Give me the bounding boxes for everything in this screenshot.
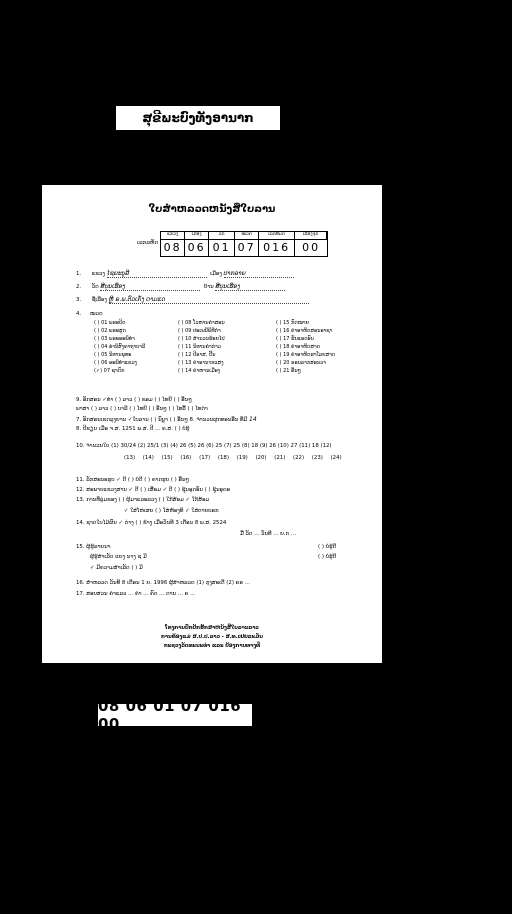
category-option: ( ) 09 ປະເພນີພິທີກໍາ xyxy=(178,328,221,334)
code-value: 016 xyxy=(259,240,295,256)
category-option: ( ) 03 ພຣະອະພິທຳ xyxy=(94,336,135,342)
code-header: ເລືອງຈຸດ xyxy=(295,232,327,240)
footer-line-3: ກະຊວງວັດທະນະທໍາ ແລະ ປ້ອງການທາງທີ່ xyxy=(163,643,261,649)
form-title: ໃບສໍາຫລວດຫນັງສືໃບລານ xyxy=(148,204,276,215)
line-3: 3. ຊື່ເລື່ອງ ຫຼີ ຣ.ພ.ຕົວເກັງ ດາມແດ xyxy=(76,297,309,304)
category-option: (✓) 07 ຊາດົກ xyxy=(94,368,125,374)
verify-line: 17. ສອບສວນ ຄໍາແລວ ... ຄໍາ ... ຄົດ ... ດານ ... ຄ ... xyxy=(76,591,196,597)
code-cells xyxy=(160,231,328,257)
option-right: ( ) ບໍ່ຮູ້ດີ xyxy=(318,544,337,550)
category-option: ( ) 06 ອະພິທໍາແຂວງ xyxy=(94,360,138,366)
survey-line: 16. ສໍາຫລວດ ວັນທີ 8 ເດືອນ 1 ຍ. 1996 ຜູ້ສໍາຫລວດ (1) ກຸງສະເຕີ່ (2) ຄຣ ... xyxy=(76,580,250,586)
category-option: ( ) 15 ກົດໝາຍ xyxy=(276,320,310,326)
expert-line: 15. ຜູ້ຮູ້ລາຍນາ xyxy=(76,544,111,550)
category-option: ( ) 12 ປີຣາສ, ປື້ນ xyxy=(178,352,216,358)
leaf-line: 14. ຊາດໃບໄມ້ຜົນ ✓ ຕ່າງ ( ) ຂ້າງ ເມື່ອວັນທີ 3 ເດືອນ 8 ພ.ສ. 2524 xyxy=(76,520,227,526)
survey-form xyxy=(42,185,382,663)
footer-line-1: ໂຄງການປົກປັກຮັກສາຫນັງສືໃບລານລາວ xyxy=(165,625,259,631)
condition-line: 11. ລັກສະນະຮູບ ✓ ດີ ( ) ບໍ່ດີ ( ) ຄາດຮູບ ( ) ອື່ນໆ xyxy=(76,477,190,483)
bottom-code-label: 08 06 01 07 016 00 xyxy=(98,704,252,726)
category-option: ( ) 16 ຄຳອາຫິດສອນອາຊາ xyxy=(276,328,333,334)
category-option: ( ) 17 ຮັນແອດອົບ xyxy=(276,336,314,342)
state-line: 12. ສະພາບແຂວງສານ ✓ ດີ ( ) ເສື່ອມ ✓ ດີ ( ) ຊຸ້ນອຸດອັນ ( ) ຊຸ້ນອຸດອ xyxy=(76,487,230,493)
language-line: ພາສາ ( ) ລາວ ( ) ບາລີ ( ) ໄທຍີ ( ) ອື່ນໆ ( ) ໄທລື້ ( ) ໄທດຳ xyxy=(76,406,208,412)
top-title-label: ສຸຂີພະບົງທັງອານາກ xyxy=(116,106,280,130)
code-header: ເລກທີ່ມັດ xyxy=(259,232,295,240)
category-option: ( ) 04 ອຳນິສົງຄາຖາບາລີ xyxy=(94,344,146,350)
category-option: ( ) 13 ຄຳອານາກແສງ xyxy=(178,360,224,366)
category-option: ( ) 02 ພຣະສູດ xyxy=(94,328,126,334)
script-line: 9. ອັກສອນ ✓ທໍາ ( ) ລາວ ( ) ຂອມ ( ) ໄທຍີ ( ) ອື່ນໆ xyxy=(76,397,192,403)
code-label: ເລກລຫັດ xyxy=(137,240,159,246)
storage-line: 13. ການທີ່ລຸ່ມຂອງ ( ) ຜູ້ມາແລະລວງ ( ) ໃກ້ສ້ອມ ✓ ໃກ້ສ້ອມ xyxy=(76,497,210,503)
code-header: ແຂວງ xyxy=(161,232,185,240)
category-option: ( ) 14 ຄຳຫານເມືອງ xyxy=(178,368,221,374)
expert-line-b: ✓ ມີຄວາມສໍາເລັດ ( ) ມີ xyxy=(90,565,143,571)
category-option: ( ) 18 ຄຳອາຫິດສາດ xyxy=(276,344,321,350)
code-header: ໝວດ xyxy=(235,232,259,240)
code-value: 00 xyxy=(302,240,321,254)
category-heading: 4. ໝວດ xyxy=(76,311,103,317)
code-value: 07 xyxy=(235,240,259,256)
code-header: ເມືອງ xyxy=(185,232,209,240)
storage-line-2: ✓ ໃສ່ໂຫ່ເສຍ ( ) ໃສ່ຫ້ອງທິ ✓ ໃສ່ຕາຍບອກ xyxy=(124,508,219,514)
line-1: 1. ແຂວງ ໄຊຍະບູລີ ເມືອງ ປາກລາຍ xyxy=(76,271,294,278)
category-option: ( ) 08 ໂວຫານຄຳສອນ xyxy=(178,320,225,326)
expert-line-a: ຜູ້ຮູ້ສໍາເລັດ ແຍງ ນາງ ຊ ມີ xyxy=(90,554,147,560)
code-value: 01 xyxy=(209,240,235,256)
line-2: 2. ວັດ ສີບຸນເຮືອງ ບ້ານ ສີບຸນເຮືອງ xyxy=(76,284,285,291)
footer-line-2: ການທ້ອງແມ່ ສ.ປ.ປ.ລາວ - ສ.ທ.ເຢຍລະມັນ xyxy=(161,634,263,640)
category-option: ( ) 19 ຄຳອາຫິດຮາໂລຍສາດ xyxy=(276,352,336,358)
material-line: 7. ອັກສອນເຂດລຸງຍານ ✓ໃບລານ ( ) ນົບຼາ ( ) ອື່ນໆ 8. ຈຳນວນຜູກທອນອື່ນ ທີ່ມີ 14 xyxy=(76,416,257,423)
category-grid xyxy=(94,321,366,374)
category-option: ( ) 20 ຣອນລາກສອນວາ xyxy=(276,360,327,366)
pages-line: 10. ຈຳນວນໃບ (1) 30/24 (2) 25/1 (3) (4) 26 (5) 26 (6) 25 (7) 25 (8) 18 (9) 26 (10) 27 (11) 18 (12) xyxy=(76,443,332,449)
category-option: ( ) 01 ພຣະປິດ xyxy=(94,320,126,326)
pages-line-2: (13) (14) (15) (16) (17) (18) (19) (20) (21) (22) (23) (24) xyxy=(124,455,342,461)
code-header: ວັດ xyxy=(209,232,235,240)
code-value: 06 xyxy=(185,240,209,256)
code-value: 08 xyxy=(161,240,185,256)
year-line: 8. ປີຂຽນ ເມື່ອ ຈ.ສ. 1251 ພ.ສ. ປີ ... ຄ.ສ. ( ) ບໍ່ຮູ້ xyxy=(76,426,190,432)
category-option: ( ) 05 ນິທານພຸທະ xyxy=(94,352,132,358)
option-right: ( ) ບໍ່ຮູ້ດີ xyxy=(318,554,337,560)
category-option: ( ) 21 ອື່ນໆ xyxy=(276,368,301,374)
category-option: ( ) 11 ນິທານຄຳກ່າວ xyxy=(178,344,221,350)
category-option: ( ) 10 ສໍານວນຮ້ອຍໄປ xyxy=(178,336,225,342)
code-box xyxy=(137,231,328,257)
leaf-line-2: ມື້ ວັດ ... ວັນທີ ... ຍ.ກ ... xyxy=(240,531,297,537)
